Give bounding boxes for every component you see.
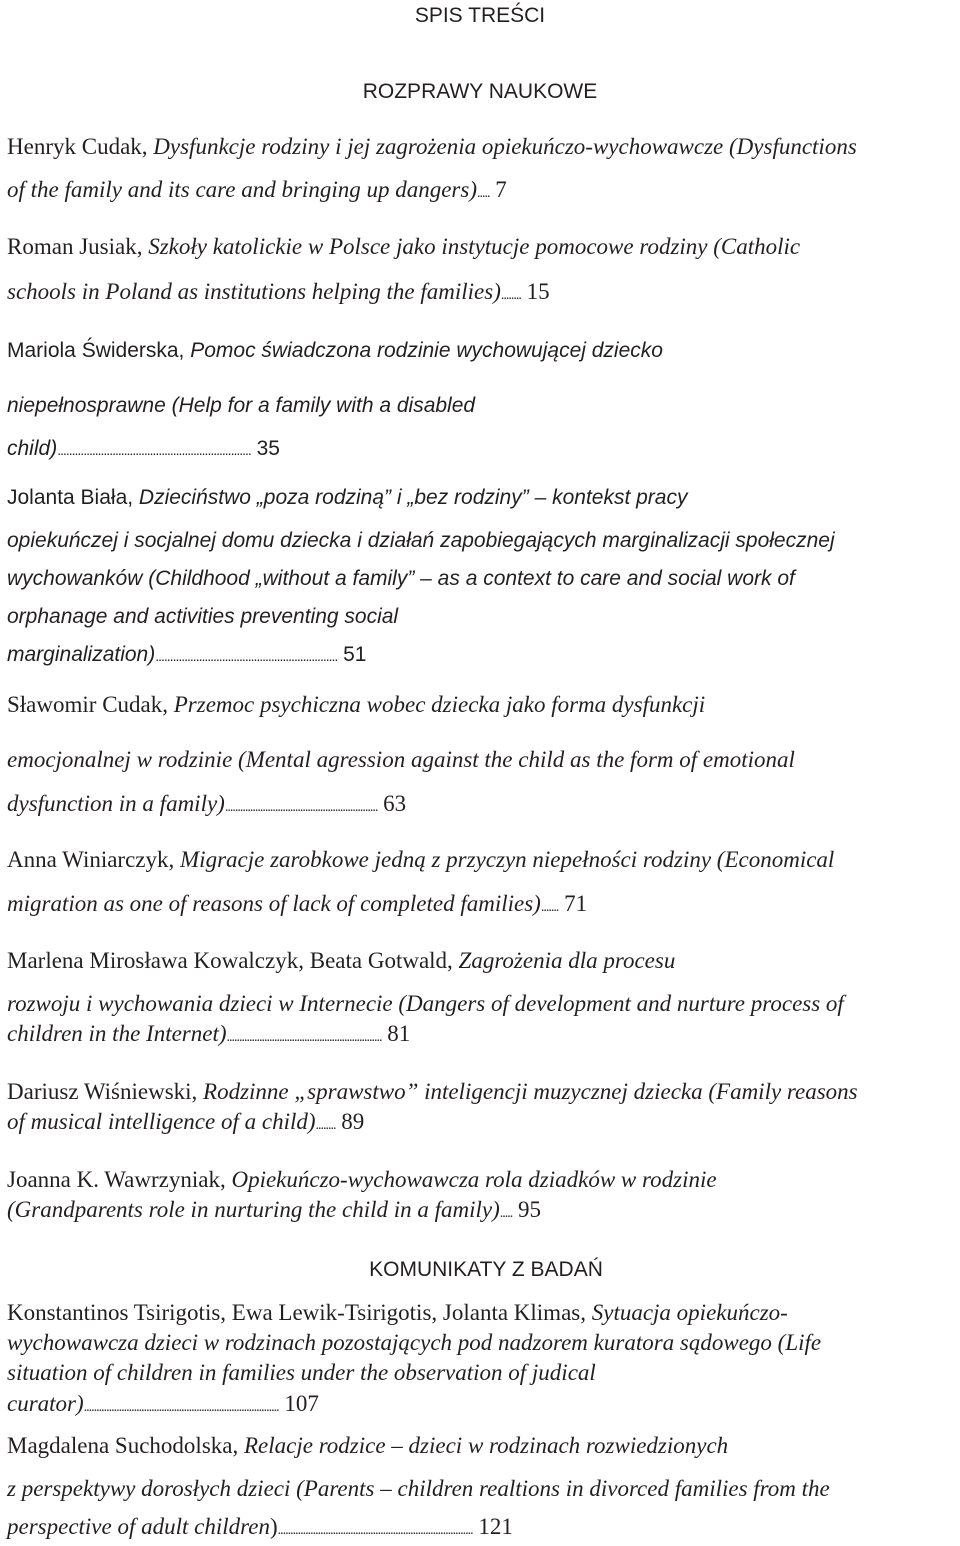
entry-title: opiekuńczej i socjalnej domu dziecka i działań zapobiegających marginalizacji społecznej [7, 529, 835, 552]
leader-dots: ....... [540, 900, 559, 915]
entry-title: Zagrożenia dla procesu [458, 948, 676, 973]
toc-line [7, 132, 857, 162]
entry-title: marginalization) [7, 643, 156, 666]
entry-author: Sławomir Cudak, [7, 692, 174, 717]
toc-line [7, 483, 687, 513]
leader-dots: ..... [499, 1206, 513, 1221]
toc-line [7, 564, 795, 594]
entry-author: Marlena Mirosława Kowalczyk, Beata Gotwald, [7, 948, 459, 973]
toc-line [7, 336, 663, 366]
page-number: 121 [472, 1514, 513, 1539]
toc-line [7, 640, 367, 671]
toc-line [7, 434, 280, 465]
title-close-paren: ) [269, 1514, 278, 1539]
entry-title: wychowawcza dzieci w rodzinach pozostających pod nadzorem kuratora sądowego (Life [7, 1330, 822, 1355]
entry-author: Jolanta Biała, [7, 486, 139, 509]
toc-line [7, 1077, 858, 1107]
entry-author: Konstantinos Tsirigotis, Ewa Lewik-Tsirigotis, Jolanta Klimas, [7, 1300, 592, 1325]
page-number: 63 [377, 791, 407, 816]
entry-title: (Grandparents role in nurturing the child in a family) [7, 1197, 500, 1222]
entry-title: Przemoc psychiczna wobec dziecka jako forma dysfunkcji [173, 692, 706, 717]
entry-title: emocjonalnej w rodzinie (Mental agression against the child as the form of emotional [7, 747, 795, 772]
toc-line [7, 1019, 410, 1053]
toc-line [7, 1298, 788, 1328]
page-number: 15 [520, 279, 550, 304]
toc-line [7, 602, 398, 632]
leader-dots: ........ [315, 1118, 336, 1133]
page-number: 51 [337, 643, 367, 666]
toc-line [7, 1431, 728, 1461]
entry-title: z perspektywy dorosłych dzieci (Parents – children realtions in divorced families from the [7, 1476, 830, 1501]
entry-title: of the family and its care and bringing up dangers) [7, 177, 477, 202]
toc-line [7, 277, 550, 311]
entry-title: migration as one of reasons of lack of completed families) [7, 891, 541, 916]
toc-line [7, 1165, 717, 1195]
toc-line [7, 1195, 541, 1229]
contents-heading: SPIS TREŚCI [414, 4, 546, 27]
entry-title: children in the Internet) [7, 1021, 227, 1046]
toc-line [7, 1328, 821, 1358]
toc-line [7, 391, 475, 421]
leader-dots: ..... [476, 186, 490, 201]
entry-title: perspective of adult children [7, 1514, 270, 1539]
entry-title: Szkoły katolickie w Polsce jako instytucje pomocowe rodziny (Catholic [148, 234, 801, 259]
toc-line [7, 789, 406, 823]
entry-title: situation of children in families under the observation of judical [7, 1360, 596, 1385]
toc-line [7, 989, 844, 1019]
entry-title: Dzieciństwo „poza rodziną” i „bez rodziny” – kontekst pracy [138, 486, 688, 509]
entry-title: Migracje zarobkowe jedną z przyczyn niepełności rodziny (Economical [180, 847, 835, 872]
toc-line [7, 889, 587, 923]
toc-line [7, 845, 834, 875]
page-number: 71 [558, 891, 588, 916]
leader-dots: .............................................................................. [277, 1523, 473, 1538]
page-number: 81 [381, 1021, 411, 1046]
entry-title: Sytuacja opiekuńczo- [591, 1300, 788, 1325]
entry-title: Pomoc świadczona rodzinie wychowującej dziecko [190, 339, 663, 362]
toc-line [7, 175, 507, 209]
toc-line [7, 526, 835, 556]
toc-line [7, 1107, 364, 1141]
entry-title: Rodzinne „sprawstwo” inteligencji muzycznej dziecka (Family reasons [203, 1079, 858, 1104]
leader-dots: ................................................................... [57, 442, 251, 458]
leader-dots: .............................................................................. [83, 1400, 279, 1415]
leader-dots: ............................................................. [224, 800, 378, 815]
toc-line [7, 690, 705, 720]
entry-title: curator) [7, 1391, 84, 1416]
entry-title: wychowanków (Childhood „without a family” – as a context to care and social work of [7, 567, 795, 590]
page-number: 107 [278, 1391, 319, 1416]
leader-dots: ............................................................... [155, 648, 338, 664]
entry-title: niepełnosprawne (Help for a family with a disabled [7, 394, 476, 417]
toc-line [7, 1389, 319, 1423]
entry-title: rozwoju i wychowania dzieci w Internecie (Dangers of development and nurture process of [7, 991, 844, 1016]
entry-author: Magdalena Suchodolska, [7, 1433, 244, 1458]
entry-author: Dariusz Wiśniewski, [7, 1079, 204, 1104]
page-number: 95 [512, 1197, 542, 1222]
toc-line [7, 1512, 513, 1546]
toc-line [7, 1474, 830, 1504]
entry-author: Mariola Świderska, [7, 339, 191, 362]
entry-author: Joanna K. Wawrzyniak, [7, 1167, 232, 1192]
section-heading-research: ROZPRAWY NAUKOWE [362, 80, 598, 103]
page-number: 35 [250, 437, 280, 460]
entry-title: Relacje rodzice – dzieci w rodzinach rozwiedzionych [243, 1433, 729, 1458]
entry-author: Roman Jusiak, [7, 234, 149, 259]
leader-dots: .............................................................. [226, 1030, 382, 1045]
toc-line [7, 745, 795, 775]
toc-line [7, 946, 675, 976]
entry-author: Henryk Cudak, [7, 134, 154, 159]
toc-line [7, 232, 800, 262]
entry-title: orphanage and activities preventing social [7, 605, 399, 628]
entry-title: of musical intelligence of a child) [7, 1109, 316, 1134]
leader-dots: ........ [500, 288, 521, 303]
entry-title: dysfunction in a family) [7, 791, 225, 816]
entry-title: Opiekuńczo-wychowawcza rola dziadków w rodzinie [231, 1167, 717, 1192]
entry-title: Dysfunkcje rodziny i jej zagrożenia opiekuńczo-wychowawcze (Dysfunctions [153, 134, 857, 159]
toc-line [7, 1358, 596, 1388]
entry-title: child) [7, 437, 58, 460]
section-heading-reports: KOMUNIKATY Z BADAŃ [369, 1258, 603, 1281]
entry-title: schools in Poland as institutions helping the families) [7, 279, 501, 304]
page-number: 89 [335, 1109, 365, 1134]
entry-author: Anna Winiarczyk, [7, 847, 181, 872]
page-number: 7 [489, 177, 507, 202]
